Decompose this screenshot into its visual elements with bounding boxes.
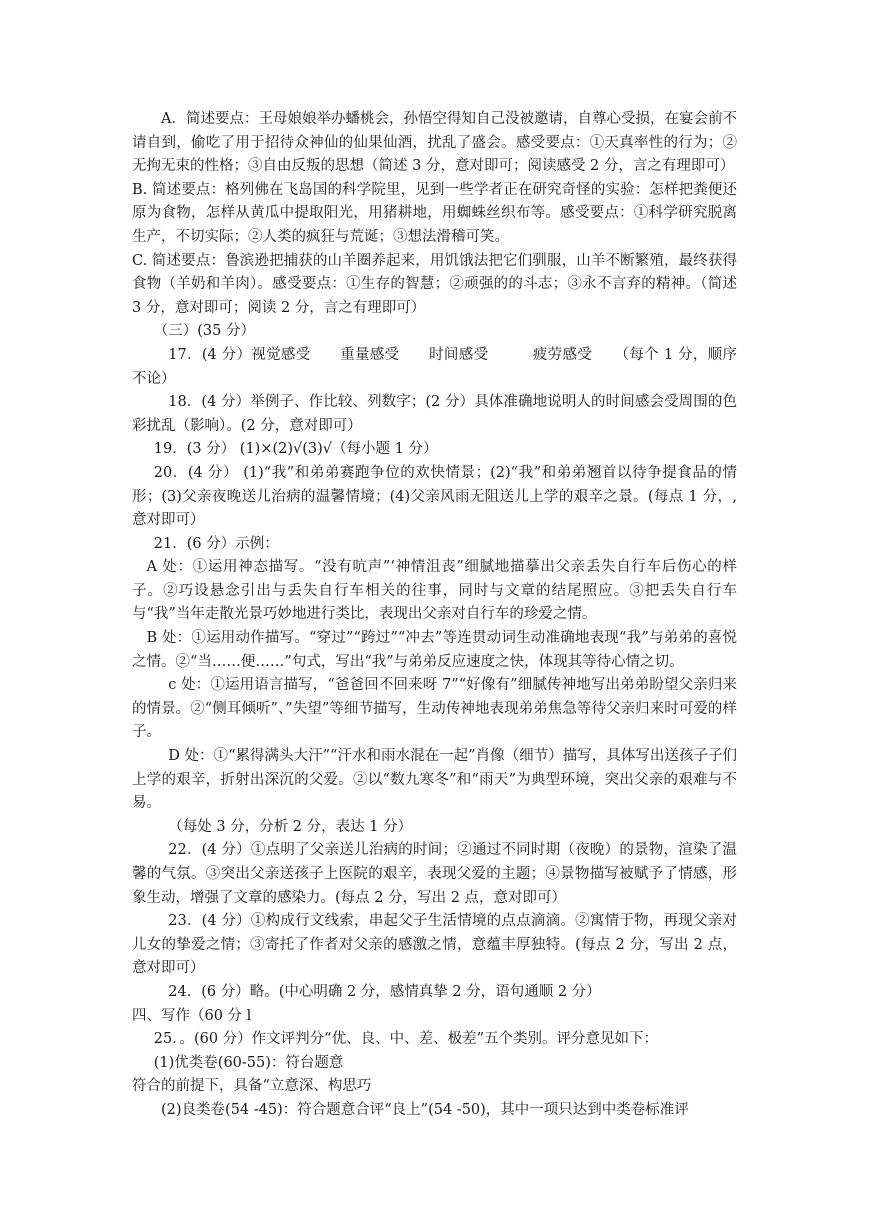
answer-paragraph: (1)优类卷(60-55)：符台题意 (153, 1054, 344, 1071)
answer-paragraph: 19．(3 分） (1)×(2)√(3)√（每小题 1 分） (153, 441, 438, 458)
answer-paragraph: 25．。(60 分）作文评判分“优、良、中、差、极差”五个类别。评分意见如下： (153, 1031, 658, 1048)
answer-paragraph: 24．(6 分）略。(中心明确 2 分，感情真挚 2 分，语句通顺 2 分） (168, 983, 601, 1000)
answer-paragraph: c 处：①运用语言描写，“爸爸回不回来呀 7”“好像有”细腻传神地写出弟弟盼望父亲归来的情景。②“侧耳倾听”、”失望”等细节描写，生动传神地表现弟弟焦急等待父亲归来时可爱的样子。 (132, 677, 737, 741)
answer-paragraph: B 处：①运用动作描写。“穿过”“跨过”“冲去”等连贯动词生动准确地表现“我”与弟弟的喜悦之情。②“当……便……”句式，写出“我”与弟弟反应速度之快，体现其等待心情之切。 (132, 630, 737, 670)
answer-paragraph: B. 简述要点：格列佛在飞岛国的科学院里，见到一些学者正在研究奇怪的实验：怎样把粪便还原为食物，怎样从黄瓜中提取阳光，用猪耕地，用蜘蛛丝织布等。感受要点：①科学研究脱离生产，不切实际；②人类的疯狂与荒诞；③想法滑稽可笑。 (132, 181, 737, 245)
answer-paragraph: (2)良类卷(54 -45)：符合题意合评“良上”(54 -50)，其中一项只达到中类卷标准评 (161, 1101, 689, 1118)
answer-paragraph: A 处：①运用神态描写。“没有吭声”‘神情沮丧”细腻地描摹出父亲丢失自行车后伤心的样子。②巧设悬念引出与丢失自行车相关的往事，同时与文章的结尾照应。③把丢失自行车与“我”当年走散光景巧妙地进行类比，表现出父亲对自行车的珍爱之情。 (132, 559, 737, 623)
answer-paragraph: 22．(4 分）①点明了父亲送儿治病的时间；②通过不同时期（夜晚）的景物，渲染了温馨的气氛。③突出父亲送孩子上医院的艰辛，表现父爱的主题；④景物描写被赋予了情感，形象生动，增强了文章的感染力。(每点 2 分，写出 2 点，意对即可） (132, 842, 737, 906)
answer-paragraph: 符合的前提下，具备“立意深、构思巧 (132, 1078, 372, 1095)
answer-paragraph: 18．(4 分）举例子、作比较、列数字；(2 分）具体准确地说明人的时间感会受周围的色彩扰乱（影响）。(2 分，意对即可） (132, 394, 737, 434)
answer-paragraph: 17．(4 分）视觉感受 重量感受 时间感受 疲劳感受 （每个 1 分，顺序不论） (132, 346, 737, 387)
answer-paragraph: 21．(6 分）示例： (153, 535, 279, 552)
answer-paragraph: （三）(35 分） (153, 323, 255, 340)
answer-paragraph: D 处：①“累得满头大汗”“汗水和雨水混在一起”肖像（细节）描写，具体写出送孩子子们上学的艰辛，折射出深沉的父爱。②以“数九寒冬”和“雨天”为典型环境，突出父亲的艰难与不易。 (132, 748, 737, 812)
answer-paragraph: 23．(4 分）①构成行文线索，串起父子生活情境的点点滴滴。②寓情于物，再现父亲对儿女的挚爱之情；③寄托了作者对父亲的感激之情，意蕴丰厚独特。(每点 2 分，写出 2 点，意对即可） (132, 913, 737, 977)
answer-paragraph: C. 简述要点：鲁滨逊把捕获的山羊圈养起来，用饥饿法把它们驯服，山羊不断繁殖，最终获得食物（羊奶和羊肉）。感受要点：①生存的智慧；②顽强的的斗志；③永不言弃的精神。（简述 3 分，意对即可；阅读 2 分，言之有理即可） (132, 252, 737, 316)
answer-paragraph: （每处 3 分，分析 2 分，表达 1 分） (168, 818, 413, 835)
answer-paragraph: 四、写作（60 分 l (132, 1007, 252, 1024)
answer-paragraph: 20．(4 分） (1)“我”和弟弟赛跑争位的欢快情景；(2)“我”和弟弟翘首以待争提食品的情形；(3)父亲夜晚送儿治病的温馨情境；(4)父亲风雨无阻送儿上学的艰辛之景。(每点 1 分，,意对即可） (132, 464, 737, 529)
answer-paragraph: A．简述要点：王母娘娘举办蟠桃会，孙悟空得知自己没被邀请，自尊心受损，在宴会前不请自到，偷吃了用于招待众神仙的仙果仙酒，扰乱了盛会。感受要点：①天真率性的行为；②无拘无束的性格；③自由反叛的思想（简述 3 分，意对即可；阅读感受 2 分，言之有理即可） (132, 111, 737, 175)
